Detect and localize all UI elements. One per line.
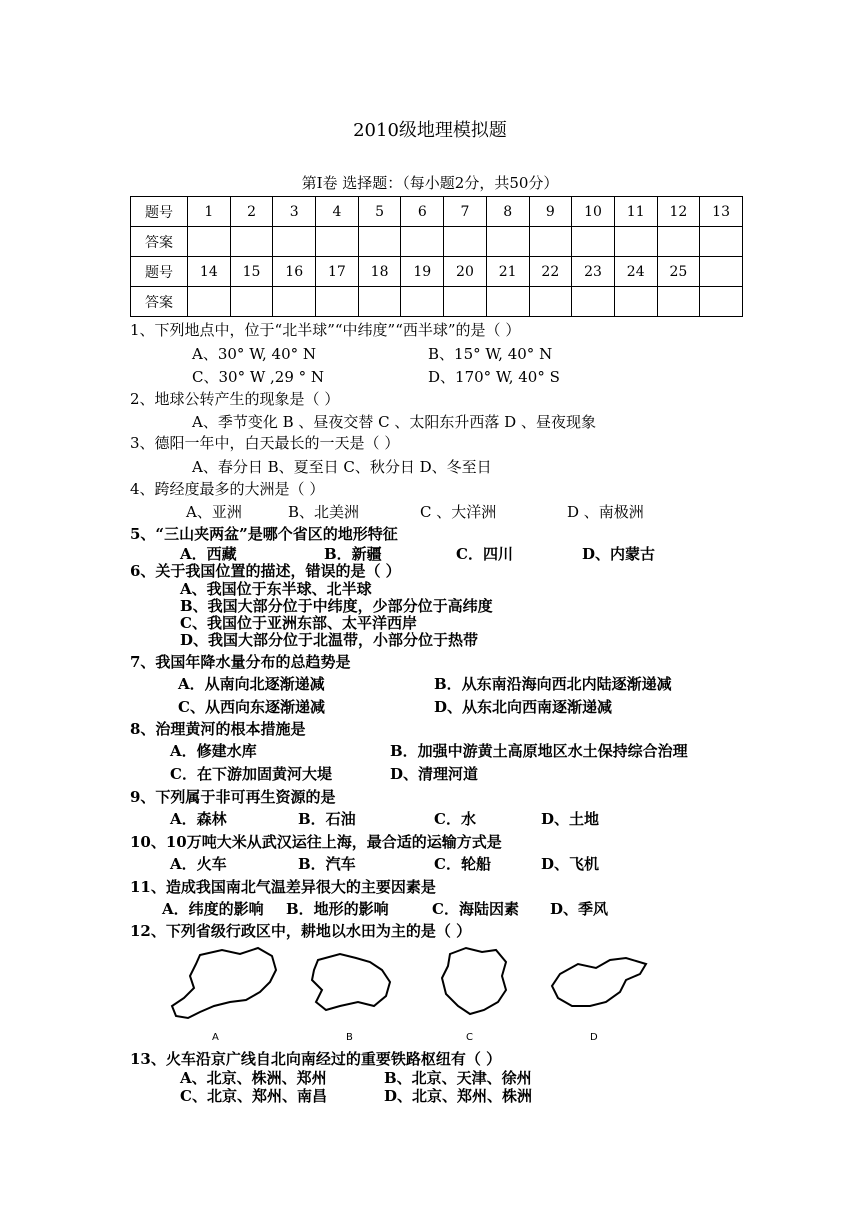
question-stem: 11、造成我国南北气温差异很大的主要因素是 — [130, 878, 436, 896]
answer-cell[interactable] — [444, 227, 487, 257]
table-cell — [700, 257, 743, 287]
question-stem: 2、地球公转产生的现象是（ ） — [130, 390, 340, 408]
option: A、春分日 B、夏至日 C、秋分日 D、冬至日 — [192, 458, 492, 476]
table-header-cell: 题号 — [131, 197, 188, 227]
table-cell: 13 — [700, 197, 743, 227]
answer-cell[interactable] — [358, 287, 401, 317]
table-cell: 6 — [401, 197, 444, 227]
option: D、飞机 — [541, 855, 600, 873]
table-cell: 9 — [529, 197, 572, 227]
answer-cell[interactable] — [188, 287, 231, 317]
answer-cell[interactable] — [401, 227, 444, 257]
province-outlines — [160, 940, 680, 1050]
table-cell: 14 — [188, 257, 231, 287]
table-row — [131, 227, 743, 257]
answer-cell[interactable] — [614, 227, 657, 257]
option: A．从南向北逐渐递减 — [178, 675, 325, 693]
option: B．地形的影响 — [286, 900, 389, 918]
document-title: 2010级地理模拟题 — [353, 120, 507, 141]
answer-cell[interactable] — [230, 287, 273, 317]
option: A、季节变化 B 、昼夜交替 C 、太阳东升西落 D 、昼夜现象 — [192, 413, 596, 431]
option: D、170° W, 40° S — [428, 368, 560, 386]
answer-cell[interactable] — [273, 227, 316, 257]
question-stem: 4、跨经度最多的大洲是（ ） — [130, 480, 325, 498]
answer-cell[interactable] — [572, 227, 615, 257]
answer-cell[interactable] — [230, 227, 273, 257]
answer-cell[interactable] — [358, 227, 401, 257]
option: C．轮船 — [434, 855, 491, 873]
table-cell: 17 — [316, 257, 359, 287]
table-cell: 3 — [273, 197, 316, 227]
option: C．海陆因素 — [432, 900, 519, 918]
option: B．汽车 — [298, 855, 356, 873]
option: C、从西向东逐渐递减 — [178, 698, 325, 716]
table-cell: 18 — [358, 257, 401, 287]
answer-table — [130, 196, 743, 317]
option: D、从东北向西南逐渐递减 — [434, 698, 613, 716]
map-label: C — [466, 1032, 473, 1043]
table-cell: 20 — [444, 257, 487, 287]
table-cell: 7 — [444, 197, 487, 227]
option: A、亚洲 — [186, 503, 242, 521]
option: D、土地 — [541, 810, 600, 828]
province-outline-d — [552, 958, 646, 1006]
question-stem: 6、关于我国位置的描述，错误的是（ ） — [130, 562, 401, 580]
answer-cell[interactable] — [614, 287, 657, 317]
option: D、季风 — [550, 900, 609, 918]
table-cell: 24 — [614, 257, 657, 287]
table-cell: 2 — [230, 197, 273, 227]
answer-cell[interactable] — [572, 287, 615, 317]
option: D 、南极洲 — [567, 503, 644, 521]
table-cell: 15 — [230, 257, 273, 287]
answer-cell[interactable] — [700, 287, 743, 317]
option: A．森林 — [170, 810, 227, 828]
table-cell: 8 — [486, 197, 529, 227]
option: B．石油 — [298, 810, 356, 828]
option: C．在下游加固黄河大堤 — [170, 765, 332, 783]
answer-cell[interactable] — [529, 287, 572, 317]
option: B．从东南沿海向西北内陆逐渐递减 — [434, 675, 672, 693]
table-cell: 12 — [657, 197, 700, 227]
question-stem: 3、德阳一年中，白天最长的一天是（ ） — [130, 434, 400, 452]
map-label: B — [346, 1032, 353, 1043]
answer-cell[interactable] — [529, 227, 572, 257]
table-cell: 10 — [572, 197, 615, 227]
answer-cell[interactable] — [401, 287, 444, 317]
table-cell: 11 — [614, 197, 657, 227]
question-stem: 7、我国年降水量分布的总趋势是 — [130, 653, 351, 671]
option: C 、大洋洲 — [420, 503, 497, 521]
table-cell: 1 — [188, 197, 231, 227]
question-stem: 5、“三山夹两盆”是哪个省区的地形特征 — [130, 525, 398, 543]
option: B．加强中游黄土高原地区水土保持综合治理 — [390, 742, 688, 760]
table-answer-label: 答案 — [131, 227, 188, 257]
option: A．修建水库 — [170, 742, 257, 760]
answer-cell[interactable] — [486, 287, 529, 317]
province-maps — [160, 940, 680, 1050]
province-outline-c — [442, 948, 506, 1014]
question-stem: 9、下列属于非可再生资源的是 — [130, 788, 336, 806]
table-row — [131, 197, 743, 227]
option: C．四川 — [456, 545, 513, 563]
question-stem: 10、10万吨大米从武汉运往上海，最合适的运输方式是 — [130, 833, 502, 851]
option: B．新疆 — [324, 545, 382, 563]
option: B、我国大部分位于中纬度，少部分位于高纬度 — [180, 597, 493, 615]
option: A．火车 — [170, 855, 227, 873]
option: D、我国大部分位于北温带，小部分位于热带 — [180, 631, 479, 649]
answer-cell[interactable] — [316, 227, 359, 257]
option: B、15° W, 40° N — [428, 345, 553, 363]
table-cell: 16 — [273, 257, 316, 287]
option: A．西藏 — [180, 545, 237, 563]
table-cell: 22 — [529, 257, 572, 287]
map-label: A — [212, 1032, 219, 1043]
province-outline-a — [172, 948, 276, 1018]
question-stem: 13、火车沿京广线自北向南经过的重要铁路枢纽有（ ） — [130, 1050, 502, 1068]
option: C、30° W ,29 ° N — [192, 368, 325, 386]
option: A、30° W, 40° N — [192, 345, 316, 363]
question-stem: 12、下列省级行政区中，耕地以水田为主的是（ ） — [130, 922, 472, 940]
option: B、北美洲 — [288, 503, 360, 521]
table-cell: 21 — [486, 257, 529, 287]
table-cell: 4 — [316, 197, 359, 227]
option: A、我国位于东半球、北半球 — [180, 580, 372, 598]
option: D、内蒙古 — [582, 545, 656, 563]
table-cell: 19 — [401, 257, 444, 287]
option: D、清理河道 — [390, 765, 479, 783]
table-row — [131, 257, 743, 287]
answer-cell[interactable] — [486, 227, 529, 257]
section-title: 第Ⅰ卷 选择题：（每小题2分，共50分） — [301, 174, 559, 192]
answer-cell[interactable] — [444, 287, 487, 317]
table-cell: 5 — [358, 197, 401, 227]
question-stem: 1、下列地点中，位于“北半球”“中纬度”“西半球”的是（ ） — [130, 321, 521, 339]
answer-cell[interactable] — [657, 287, 700, 317]
table-header-cell: 题号 — [131, 257, 188, 287]
question-stem: 8、治理黄河的根本措施是 — [130, 720, 306, 738]
option: A．纬度的影响 — [162, 900, 264, 918]
table-answer-label: 答案 — [131, 287, 188, 317]
option: D、北京、郑州、株洲 — [384, 1087, 533, 1105]
answer-cell[interactable] — [316, 287, 359, 317]
answer-cell[interactable] — [700, 227, 743, 257]
option: A、北京、株洲、郑州 — [180, 1069, 327, 1087]
option: C．水 — [434, 810, 476, 828]
option: C、北京、郑州、南昌 — [180, 1087, 327, 1105]
table-row — [131, 287, 743, 317]
table-cell: 25 — [657, 257, 700, 287]
answer-cell[interactable] — [188, 227, 231, 257]
province-outline-b — [312, 954, 390, 1010]
table-cell: 23 — [572, 257, 615, 287]
map-label: D — [590, 1032, 598, 1043]
answer-cell[interactable] — [273, 287, 316, 317]
option: B、北京、天津、徐州 — [384, 1069, 532, 1087]
answer-cell[interactable] — [657, 227, 700, 257]
option: C、我国位于亚洲东部、太平洋西岸 — [180, 614, 417, 632]
